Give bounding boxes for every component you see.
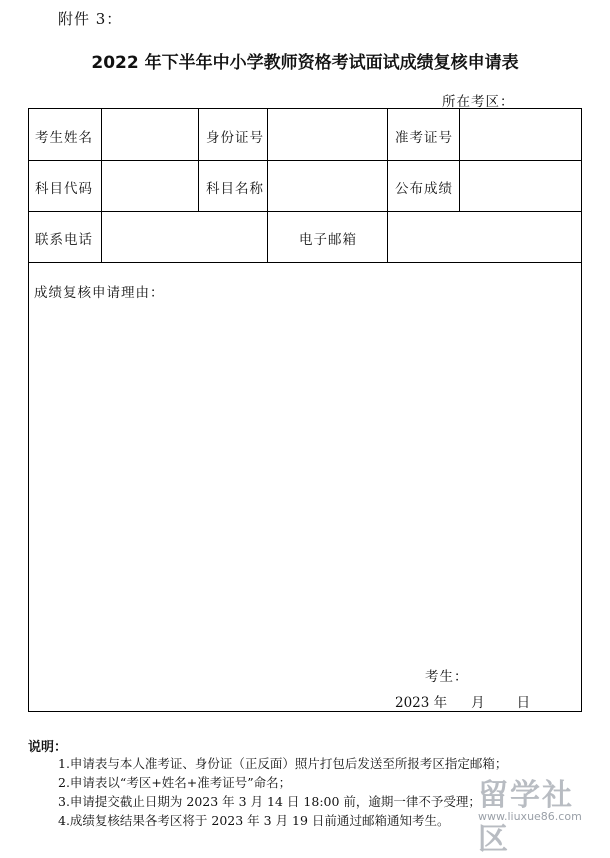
column-divider (267, 211, 268, 262)
page-title: 2022 年下半年中小学教师资格考试面试成绩复核申请表 (91, 53, 519, 73)
published-score-field[interactable] (460, 161, 581, 211)
note-item: 3.申请提交截止日期为 2023 年 3 月 14 日 18:00 前，逾期一律不予受理； (58, 794, 481, 809)
id-number-field[interactable] (268, 109, 387, 160)
date-day: 日 (516, 695, 531, 711)
row-divider (29, 262, 581, 263)
id-number-label: 身份证号 (206, 130, 264, 146)
note-item: 1.申请表与本人准考证、身份证（正反面）照片打包后发送至所报考区指定邮箱； (58, 756, 508, 771)
name-label: 考生姓名 (35, 130, 93, 146)
exam-area-label: 所在考区： (442, 94, 515, 110)
note-item: 4.成绩复核结果各考区将于 2023 年 3 月 19 日前通过邮箱通知考生。 (58, 813, 450, 828)
date-month: 月 (471, 695, 485, 711)
watermark-logo (478, 770, 598, 857)
attachment-label: 附件 3： (58, 10, 123, 28)
email-label: 电子邮箱 (299, 232, 357, 248)
signature-label: 考生： (425, 669, 469, 685)
date-year: 2023 年 (395, 695, 448, 711)
admission-ticket-field[interactable] (460, 109, 581, 160)
phone-field[interactable] (102, 212, 267, 262)
watermark-url: www.liuxue86.com (478, 810, 582, 823)
name-field[interactable] (102, 109, 198, 160)
signature-date (395, 691, 530, 711)
subject-code-field[interactable] (102, 161, 198, 211)
application-form-table (28, 108, 582, 712)
admission-ticket-label: 准考证号 (395, 130, 453, 146)
review-reason-field[interactable] (29, 304, 581, 654)
email-field[interactable] (388, 212, 581, 262)
note-item: 2.申请表以“考区+姓名+准考证号”命名； (58, 775, 292, 790)
watermark-text: 留学社区 (478, 778, 574, 857)
notes-list (58, 754, 507, 830)
column-divider (198, 109, 199, 211)
phone-label: 联系电话 (35, 232, 93, 248)
column-divider (387, 109, 388, 211)
subject-name-label: 科目名称 (206, 181, 264, 197)
published-score-label: 公布成绩 (395, 181, 453, 197)
review-reason-label: 成绩复核申请理由： (34, 285, 165, 301)
subject-code-label: 科目代码 (35, 181, 93, 197)
subject-name-field[interactable] (268, 161, 387, 211)
notes-heading: 说明： (28, 740, 68, 755)
